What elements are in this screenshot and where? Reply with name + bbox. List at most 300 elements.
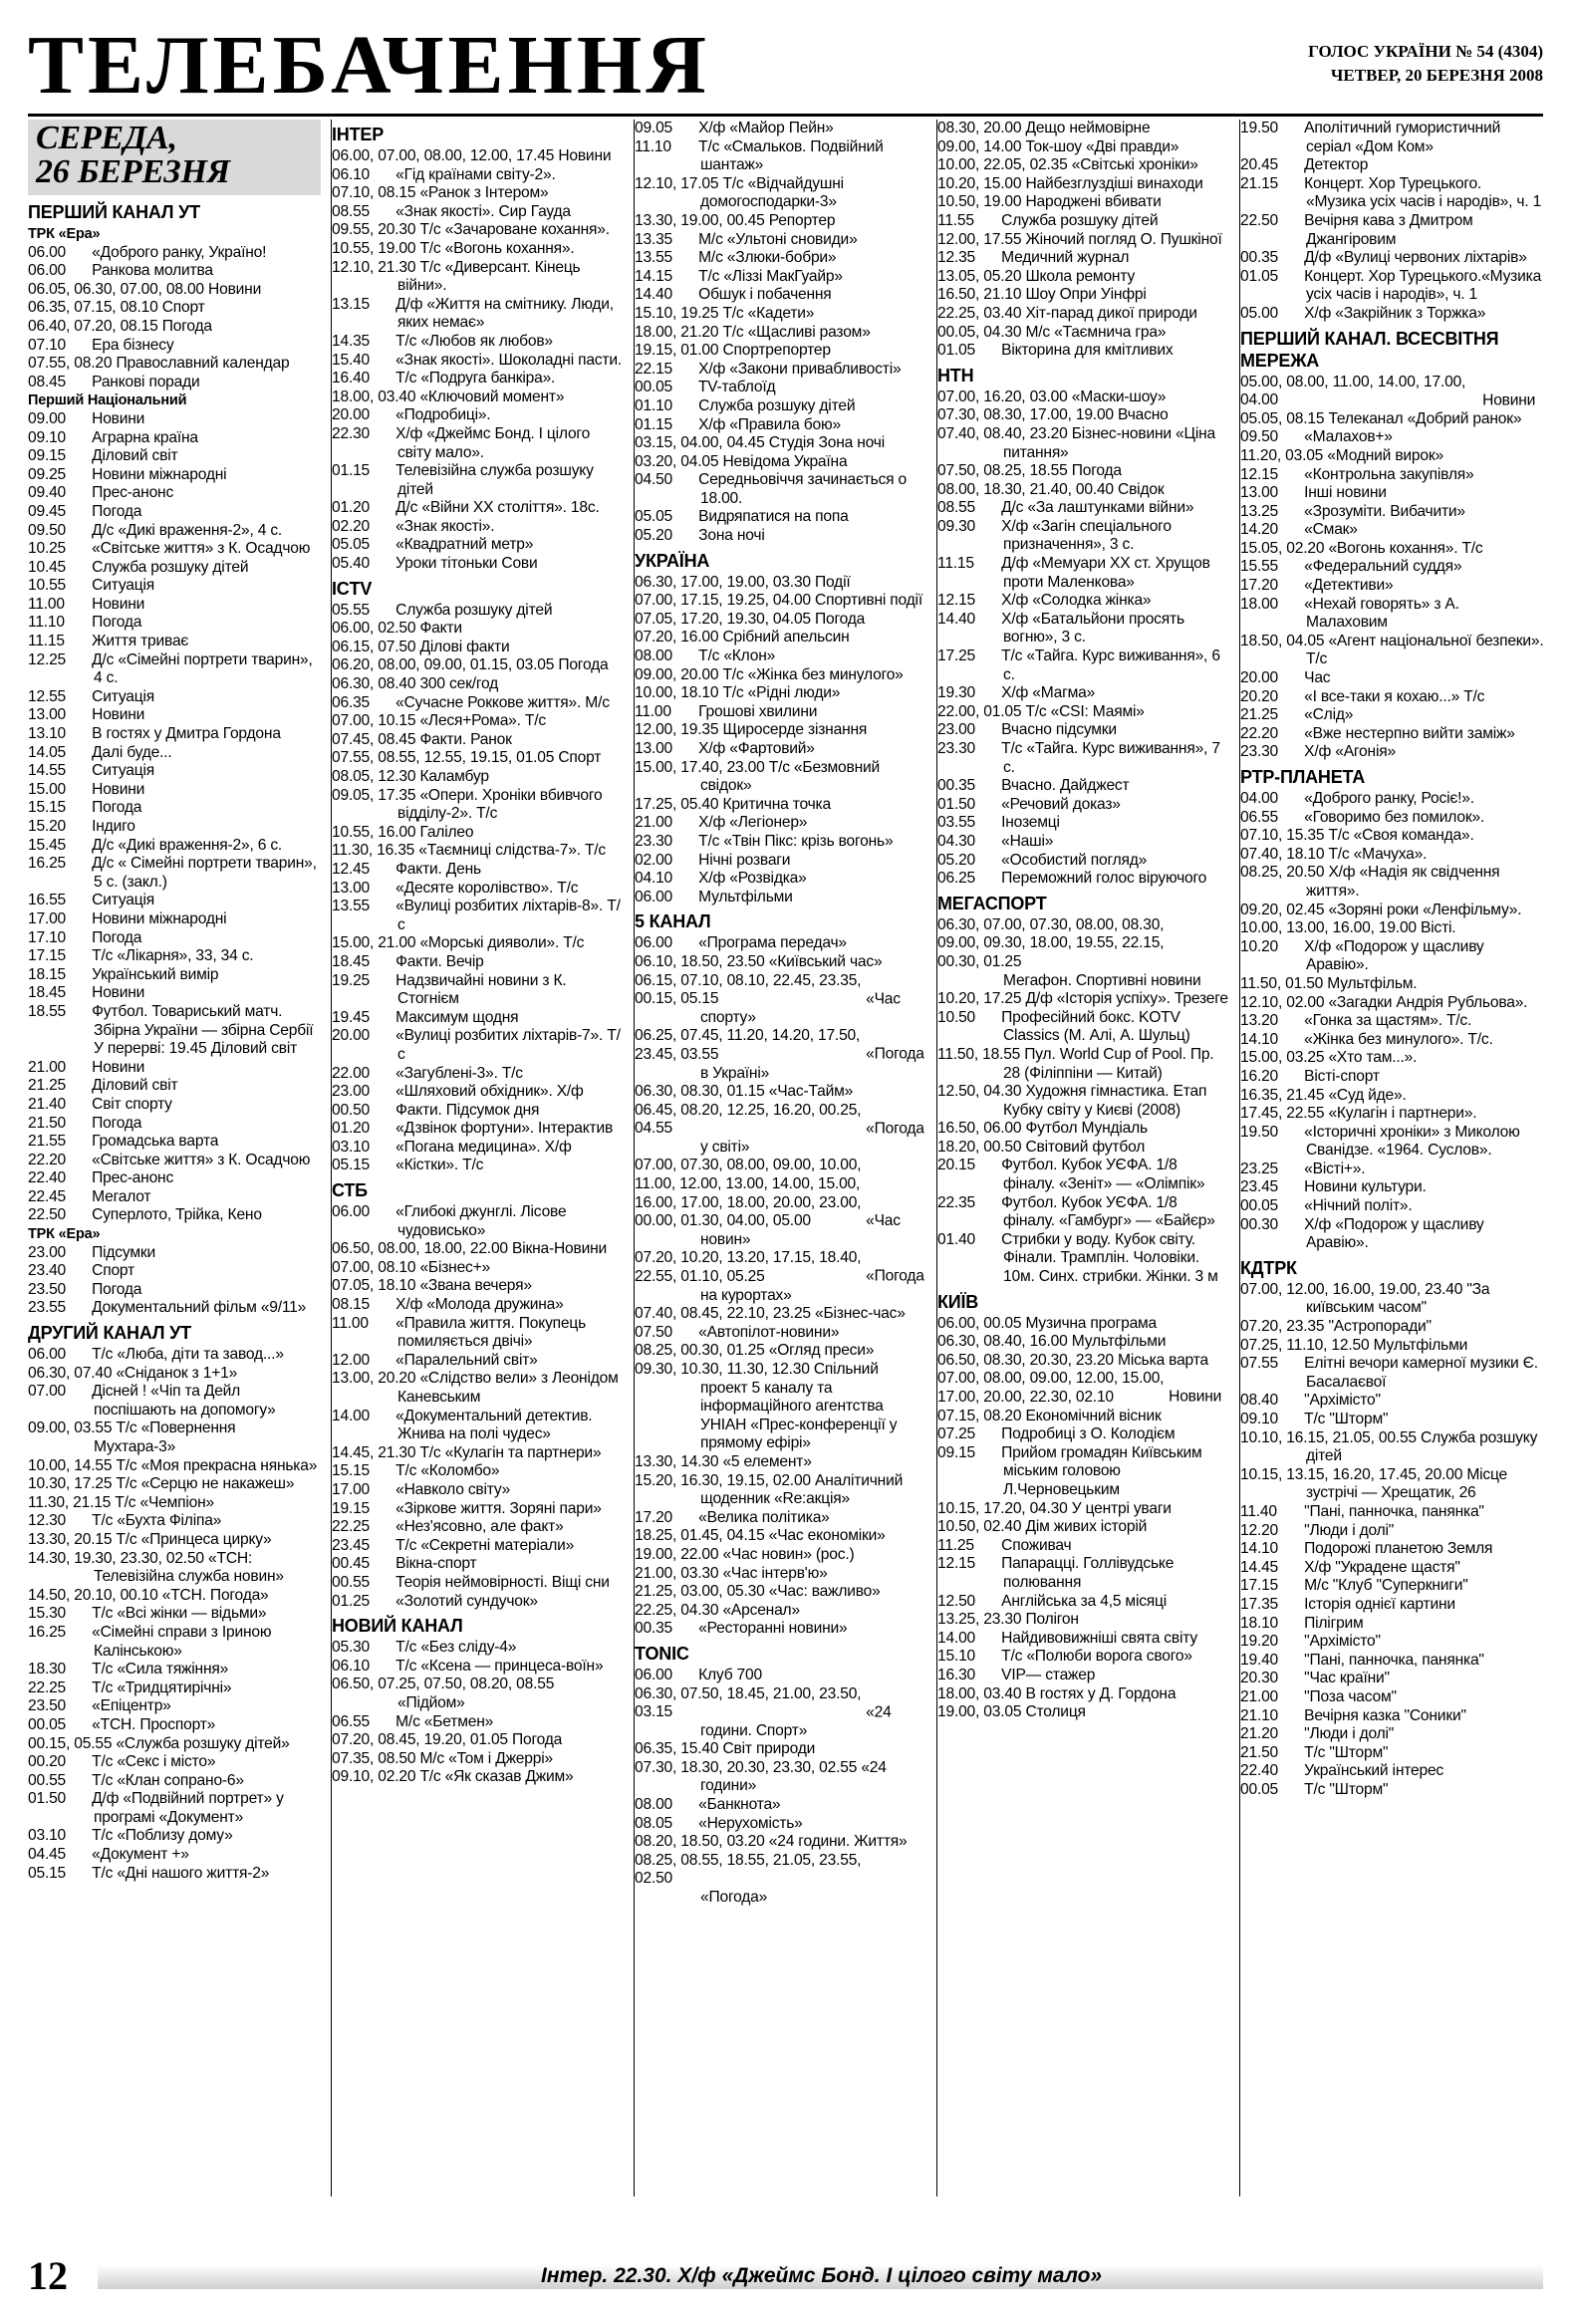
- schedule-entry: [1240, 1615, 1544, 1634]
- entry-program: «Вулиці розбитих ліхтарів-7». Т/с: [395, 1027, 621, 1063]
- entry-time: 12.15: [1240, 465, 1279, 483]
- entry-program: «Час новин» (рос.): [722, 1545, 855, 1563]
- entry-program: Найдивовижніші свята світу: [1001, 1629, 1197, 1647]
- schedule-entry: [28, 1262, 321, 1281]
- entry-time: 03.15, 04.00, 04.45: [635, 434, 765, 452]
- entry-program: Дещо неймовірне: [1025, 120, 1151, 136]
- entry-program: Х/ф «Закрійник з Торжка»: [1304, 304, 1486, 322]
- entry-time: 18.15: [28, 965, 67, 983]
- entry-program: Факти. Ранок: [419, 730, 512, 748]
- entry-program: «Агент національної безпеки». Т/с: [1306, 632, 1544, 668]
- entry-program: «Слідство вели» з Леонідом Каневським: [397, 1370, 619, 1406]
- schedule-entry: [332, 749, 625, 768]
- entry-time: 19.15, 01.00: [635, 342, 719, 360]
- schedule-entry: [1240, 1105, 1544, 1124]
- schedule-entry: [635, 1027, 927, 1083]
- schedule-entry: [937, 852, 1230, 871]
- schedule-entry: [332, 1408, 625, 1444]
- schedule-entry: [28, 892, 321, 910]
- channel-heading: ПЕРШИЙ КАНАЛ. ВСЕСВІТНЯ МЕРЕЖА: [1240, 328, 1499, 371]
- schedule-entry: [635, 1602, 927, 1621]
- schedule-entry: [635, 1620, 927, 1639]
- schedule-entry: [28, 762, 321, 781]
- schedule-entry: [28, 355, 321, 374]
- entry-program: Погода: [512, 1731, 563, 1749]
- schedule-entry: [28, 244, 321, 263]
- entry-time: 21.50: [1240, 1743, 1279, 1761]
- schedule-entry: [1240, 1503, 1544, 1522]
- schedule-entry: [28, 818, 321, 837]
- schedule-entry: [635, 592, 927, 611]
- entry-program: Прийом громадян Київським міським головою Л.Черновецьким: [1001, 1443, 1202, 1498]
- schedule-entry: [635, 1083, 927, 1102]
- entry-program: «Нехай говорять» з А. Малаховим: [1304, 595, 1459, 632]
- entry-program: Т/с «Тридцятирічні»: [92, 1678, 232, 1696]
- entry-time: 14.50, 20.10, 00.10: [28, 1586, 158, 1604]
- entry-program: Погода: [161, 317, 212, 335]
- schedule-entry: [937, 518, 1230, 555]
- entry-time: 12.10, 17.05: [635, 174, 719, 192]
- schedule-entry: [1240, 1652, 1544, 1671]
- entry-time: 23.30: [1240, 743, 1279, 761]
- entry-program: Погода: [92, 1114, 142, 1132]
- schedule-entry: [1240, 1318, 1544, 1337]
- entry-time: 23.50: [28, 1280, 67, 1298]
- schedule-entry: [28, 299, 321, 318]
- schedule-entry: [1240, 846, 1544, 865]
- entry-program: Місце зустрічі — Хрещатик, 26: [1306, 1465, 1507, 1502]
- entry-time: 07.40, 18.10: [1240, 845, 1325, 863]
- entry-time: 01.20: [332, 499, 371, 517]
- entry-program: Діловий світ: [92, 1077, 178, 1095]
- schedule-entry: [635, 934, 927, 953]
- entry-program: «Час економіки»: [768, 1527, 886, 1545]
- entry-time: 07.00, 07.30, 08.00, 09.00, 10.00, 11.00, 12.00, 13.00, 14.00, 15.00, 16.00, 17.00, 18.00, 20.00, 23.00, 00.00, 01.30, 04.00, 05.00: [635, 1157, 862, 1230]
- entry-program: Бізнес-новини «Ціна питання»: [1003, 424, 1215, 461]
- entry-program: Новини: [92, 780, 145, 798]
- entry-program: «Знак якості».: [395, 517, 495, 535]
- entry-program: «Леся+Рома». Т/с: [419, 712, 546, 730]
- channel-heading: ПЕРШИЙ КАНАЛ УТ: [28, 202, 200, 222]
- entry-program: Вечірня кава з Дмитром Джангіровим: [1304, 211, 1473, 248]
- entry-time: 13.30, 19.00, 00.45: [635, 211, 765, 229]
- entry-program: Футбол. Товариський матч. Збірна України — збірна Сербії У перерві: 19.45 Діловий світ: [92, 1002, 314, 1058]
- entry-time: 20.30: [1240, 1670, 1279, 1687]
- entry-program: Зона ночі: [698, 527, 765, 545]
- entry-time: 23.00: [332, 1083, 371, 1101]
- schedule-entry: [1240, 1725, 1544, 1744]
- entry-program: "Архімісто": [1304, 1392, 1381, 1410]
- schedule-entry: [28, 1624, 321, 1661]
- entry-time: 14.40: [937, 610, 976, 628]
- entry-time: 17.15: [1240, 1577, 1279, 1595]
- schedule-entry: [28, 559, 321, 578]
- entry-time: 09.45: [28, 502, 67, 520]
- entry-time: 05.20: [937, 851, 976, 869]
- entry-program: «Час спорту»: [700, 990, 901, 1026]
- entry-program: «Ключовий момент»: [419, 387, 565, 405]
- entry-time: 01.15: [635, 415, 673, 433]
- entry-program: Ділові факти: [419, 638, 510, 655]
- entry-program: «Жінка без минулого». Т/с.: [1304, 1030, 1493, 1048]
- schedule-entry: [635, 1102, 927, 1158]
- entry-time: 06.30, 08.40: [332, 675, 416, 693]
- schedule-entry: [635, 1759, 927, 1796]
- entry-time: 09.05: [635, 120, 673, 136]
- schedule-entry: [635, 814, 927, 833]
- schedule-entry: [332, 1027, 625, 1064]
- schedule-entry: [28, 1346, 321, 1365]
- entry-time: 23.00: [28, 1243, 67, 1261]
- schedule-entry: [937, 703, 1230, 722]
- schedule-entry: [635, 379, 927, 397]
- schedule-entry: [28, 1365, 321, 1384]
- entry-program: Ситуація: [92, 577, 154, 595]
- entry-time: 16.40: [332, 370, 371, 387]
- entry-time: 11.10: [28, 614, 65, 632]
- entry-time: 14.30, 19.30, 23.30, 02.50: [28, 1549, 204, 1567]
- schedule-entry: [937, 555, 1230, 592]
- entry-time: 22.20: [28, 1151, 67, 1168]
- entry-program: Школа ремонту: [1025, 267, 1136, 285]
- entry-time: 11.15: [937, 555, 974, 573]
- schedule-entry: [1240, 790, 1544, 809]
- schedule-entry: [937, 1194, 1230, 1231]
- entry-program: Т/с «Моя прекрасна нянька»: [116, 1456, 318, 1474]
- entry-program: Погода: [92, 799, 142, 817]
- entry-time: 11.20, 03.05: [1240, 446, 1324, 464]
- entry-program: Теорія неймовірності. Віщі сни: [395, 1573, 610, 1591]
- schedule-entry: [28, 1790, 321, 1827]
- entry-time: 13.05, 05.20: [937, 267, 1022, 285]
- entry-time: 06.10: [332, 165, 371, 183]
- entry-time: 05.05: [635, 508, 673, 526]
- schedule-entry: [28, 318, 321, 337]
- entry-program: Т/с «Щасливі разом»: [722, 323, 871, 341]
- entry-program: «Особистий погляд»: [1001, 851, 1148, 869]
- entry-program: Ранкова молитва: [92, 262, 213, 280]
- entry-program: Громадська варта: [92, 1133, 219, 1151]
- entry-program: Надзвичайні новини з К. Стогнієм: [395, 971, 567, 1008]
- entry-time: 08.25, 08.55, 18.55, 21.05, 23.55, 02.50: [635, 1851, 862, 1888]
- entry-time: 05.30: [332, 1639, 371, 1657]
- schedule-entry: [332, 1462, 625, 1481]
- schedule-entry: [635, 1249, 927, 1305]
- entry-time: 10.55: [28, 577, 67, 595]
- entry-program: Т/с «Диверсант. Кінець війни».: [397, 258, 581, 295]
- entry-time: 05.00, 08.00, 11.00, 14.00, 17.00, 04.00: [1240, 373, 1466, 409]
- entry-time: 15.00, 17.40, 23.00: [635, 758, 765, 776]
- entry-program: Підсумки: [92, 1243, 155, 1261]
- entry-time: 01.10: [635, 396, 673, 414]
- entry-program: Футбол. Кубок УЄФА. 1/8 фіналу. «Гамбург» — «Байєр»: [1001, 1193, 1215, 1230]
- entry-program: «Ресторанні новини»: [698, 1620, 848, 1638]
- entry-program: Мультфільми: [1373, 1336, 1468, 1354]
- entry-program: М/с «Таємнича гра»: [1025, 323, 1167, 341]
- schedule-entry: [635, 1583, 927, 1602]
- entry-program: Х/ф «Подорож у щасливу Аравію».: [1304, 937, 1484, 974]
- entry-time: 05.00: [1240, 304, 1279, 322]
- entry-time: 07.30, 18.30, 20.30, 23.30, 02.55: [635, 1758, 858, 1776]
- entry-time: 07.10, 15.35: [1240, 827, 1325, 845]
- entry-program: Т/с «Відчайдушні домогосподарки-3»: [700, 174, 844, 211]
- entry-time: 19.30: [937, 684, 976, 702]
- entry-program: Новини культури.: [1304, 1178, 1427, 1196]
- entry-program: Х/ф «Агонія»: [1304, 743, 1396, 761]
- entry-time: 15.00: [28, 780, 67, 798]
- entry-time: 12.35: [937, 249, 976, 267]
- entry-time: 13.25: [1240, 502, 1279, 520]
- schedule-entry: [28, 1152, 321, 1170]
- schedule-entry: [332, 1676, 625, 1712]
- entry-program: Шоу Опри Уінфрі: [1025, 286, 1147, 304]
- schedule-entry: [332, 694, 625, 713]
- entry-time: 04.45: [28, 1846, 67, 1864]
- entry-time: 00.45: [332, 1555, 371, 1573]
- entry-program: Д/с «Сімейні портрети тварин», 4 с.: [92, 650, 313, 687]
- channel-subheading: ТРК «Ера»: [28, 226, 101, 242]
- entry-time: 03.55: [937, 814, 976, 832]
- entry-time: 19.25: [332, 971, 371, 989]
- entry-program: "Люди і долі": [1304, 1725, 1395, 1743]
- schedule-entry: [332, 499, 625, 518]
- entry-program: «ТСН. Погода»: [161, 1586, 269, 1604]
- entry-program: 300 сек/год: [419, 675, 499, 693]
- schedule-entry: [635, 1361, 927, 1453]
- schedule-entry: [28, 503, 321, 522]
- schedule-entry: [332, 1203, 625, 1240]
- entry-program: Т/с «Всі жінки — відьми»: [92, 1605, 267, 1623]
- entry-program: «Підйом»: [397, 1693, 465, 1711]
- entry-program: Погода: [815, 610, 866, 628]
- schedule-entry: [28, 1115, 321, 1134]
- entry-time: 19.15: [332, 1499, 371, 1517]
- schedule-entry: [635, 175, 927, 212]
- entry-program: Суперлото, Трійка, Кено: [92, 1206, 262, 1224]
- schedule-entry: [635, 1740, 927, 1759]
- entry-program: Стрибки у воду. Кубок світу. Фінали. Трамплін. Чоловіки. 10м. Синх. стрибки. Жінки. 3 м: [1001, 1230, 1218, 1286]
- entry-program: Столиця: [1025, 1703, 1086, 1721]
- schedule-entry: [28, 1077, 321, 1096]
- entry-time: 14.55: [28, 762, 67, 780]
- entry-program: Аполітичний гумористичний серіал «Дом Ком»: [1304, 120, 1501, 155]
- schedule-entry: [1240, 1392, 1544, 1411]
- entry-time: 22.25, 04.30: [635, 1601, 719, 1619]
- schedule-entry: [937, 647, 1230, 684]
- entry-time: 23.45: [332, 1536, 371, 1554]
- schedule-entry: [1240, 577, 1544, 596]
- schedule-entry: [937, 796, 1230, 815]
- entry-program: «5 елемент»: [722, 1452, 812, 1470]
- entry-program: «Нез'ясовно, але факт»: [395, 1518, 564, 1536]
- entry-program: Х/ф «Молода дружина»: [395, 1296, 564, 1314]
- entry-time: 15.55: [1240, 558, 1279, 576]
- entry-time: 00.50: [332, 1101, 371, 1119]
- schedule-entry: [635, 972, 927, 1028]
- schedule-entry: [28, 1587, 321, 1606]
- entry-time: 12.25: [28, 650, 67, 668]
- entry-program: «Морські дияволи». Т/с: [419, 934, 585, 952]
- entry-program: Т/с «Вогонь кохання».: [419, 239, 575, 257]
- entry-program: «Федеральний суддя»: [1304, 558, 1462, 576]
- entry-time: 03.10: [332, 1138, 371, 1156]
- entry-time: 01.50: [28, 1790, 67, 1808]
- entry-time: 07.50, 08.25, 18.55: [937, 462, 1068, 480]
- schedule-entry: [1240, 725, 1544, 744]
- entry-program: "Архімісто": [1304, 1633, 1381, 1651]
- masthead: [28, 16, 1543, 116]
- entry-program: Погода: [92, 928, 142, 946]
- entry-time: 12.15: [937, 1555, 976, 1573]
- entry-program: Детектор: [1304, 156, 1369, 174]
- entry-time: 10.25: [28, 540, 67, 558]
- entry-time: 09.15: [28, 447, 67, 465]
- schedule-entry: [28, 1661, 321, 1679]
- entry-time: 01.05: [937, 342, 976, 360]
- schedule-entry: [28, 1605, 321, 1624]
- entry-time: 13.00: [1240, 484, 1279, 502]
- entry-program: Світ природи: [722, 1740, 816, 1758]
- entry-time: 06.30, 07.50, 18.45, 21.00, 23.50, 03.15: [635, 1684, 862, 1721]
- entry-time: 11.25: [937, 1536, 974, 1554]
- entry-program: Т/с «Повернення Мухтара-3»: [94, 1420, 236, 1455]
- schedule-entry: [1240, 374, 1544, 410]
- entry-program: «Час новин»: [700, 1212, 901, 1248]
- entry-program: «Гонка за щастям». Т/с.: [1304, 1012, 1472, 1030]
- schedule-entry: [1240, 249, 1544, 268]
- schedule-entry: [937, 740, 1230, 777]
- schedule-entry: [332, 1315, 625, 1352]
- entry-program: «Детективи»: [1304, 577, 1394, 595]
- entry-program: Т/с «Бухта Філіпа»: [92, 1512, 222, 1530]
- entry-time: 12.10, 21.30: [332, 258, 416, 276]
- entry-time: 04.00: [1240, 790, 1279, 807]
- entry-time: 12.00, 17.55: [937, 230, 1022, 248]
- schedule-entry: [28, 1188, 321, 1207]
- schedule-entry: [332, 639, 625, 657]
- schedule-entry: [635, 1796, 927, 1815]
- entry-time: 06.35, 15.40: [635, 1740, 719, 1758]
- entry-time: 05.15: [28, 1864, 67, 1882]
- entry-time: 05.05: [332, 536, 371, 554]
- schedule-entry: [1240, 447, 1544, 466]
- schedule-entry: [332, 1768, 625, 1787]
- entry-time: 22.00: [332, 1064, 371, 1082]
- entry-time: 07.05, 17.20, 19.30, 04.05: [635, 610, 811, 628]
- schedule-entry: [332, 1731, 625, 1750]
- schedule-entry: [332, 518, 625, 537]
- entry-time: 06.40, 07.20, 08.15: [28, 317, 158, 335]
- entry-program: Спортивні події: [815, 592, 922, 610]
- entry-time: 11.00: [332, 1314, 369, 1332]
- schedule-entry: [28, 1383, 321, 1420]
- schedule-entry: [937, 268, 1230, 287]
- schedule-entry: [1240, 938, 1544, 975]
- entry-program: Т/с «Без сліду-4»: [395, 1639, 517, 1657]
- entry-program: Д/ф «Історія успіху». Трезеге: [1025, 990, 1228, 1008]
- entry-program: Д/с «Дикі враження-2», 4 с.: [92, 521, 283, 539]
- entry-time: 18.25, 01.45, 04.15: [635, 1527, 765, 1545]
- entry-time: 23.55: [28, 1299, 67, 1317]
- entry-program: «Доброго ранку, Росіє!».: [1304, 790, 1474, 807]
- schedule-entry: [332, 370, 625, 388]
- entry-time: 10.10, 16.15, 21.05, 00.55: [1240, 1428, 1417, 1446]
- entry-program: Новини: [92, 595, 145, 613]
- entry-time: 06.20, 08.00, 09.00, 01.15, 03.05: [332, 656, 555, 674]
- entry-program: Аграрна країна: [92, 428, 198, 446]
- entry-time: 06.25: [937, 870, 976, 888]
- entry-program: Грошові хвилини: [698, 702, 818, 720]
- schedule-entry: [635, 1472, 927, 1509]
- schedule-entry: [28, 410, 321, 429]
- schedule-entry: [1240, 1707, 1544, 1726]
- schedule-entry: [332, 1518, 625, 1537]
- schedule-entry: [635, 1324, 927, 1343]
- entry-time: 06.30, 07.40: [28, 1364, 113, 1382]
- schedule-entry: [28, 781, 321, 800]
- entry-program: Мультфільм.: [1327, 974, 1418, 992]
- schedule-entry: [332, 1574, 625, 1593]
- entry-program: Видряпатися на попа: [698, 508, 849, 526]
- entry-program: Т/с «Подруга банкіра».: [395, 370, 556, 387]
- entry-time: 11.15: [28, 633, 65, 650]
- column-1: [28, 120, 321, 2196]
- entry-time: 20.00: [332, 406, 371, 424]
- entry-program: «Нічний політ».: [1304, 1197, 1413, 1215]
- schedule-entry: [937, 814, 1230, 833]
- schedule-entry: [937, 1667, 1230, 1685]
- entry-time: 07.00, 08.00, 09.00, 12.00, 15.00, 17.00, 20.00, 22.30, 02.10: [937, 1370, 1165, 1406]
- schedule-entry: [635, 1667, 927, 1685]
- schedule-entry: [28, 1550, 321, 1587]
- entry-program: Т/с «Серцю не накажеш»: [116, 1475, 295, 1493]
- schedule-entry: [635, 249, 927, 268]
- entry-time: 10.55, 16.00: [332, 823, 416, 841]
- entry-program: Д/с « Сімейні портрети тварин», 5 с. (закл.): [92, 855, 317, 891]
- entry-program: Вчасно підсумки: [1001, 721, 1117, 739]
- schedule-entry: [937, 286, 1230, 305]
- entry-program: «Суд йде».: [1328, 1086, 1407, 1104]
- entry-time: 21.15: [1240, 174, 1279, 192]
- entry-program: Т/с «Ксена — принцеса-воїн»: [395, 1657, 604, 1675]
- schedule-entry: [937, 1370, 1230, 1407]
- entry-program: Вісті-спорт: [1304, 1067, 1380, 1085]
- entry-program: «Бізнес-час»: [815, 1305, 906, 1323]
- schedule-entry: [332, 824, 625, 843]
- entry-time: 07.00, 10.15: [332, 712, 416, 730]
- schedule-entry: [332, 620, 625, 639]
- schedule-entry: [332, 1083, 625, 1102]
- schedule-entry: [937, 305, 1230, 324]
- schedule-entry: [635, 703, 927, 722]
- schedule-entry: [332, 1102, 625, 1121]
- entry-time: 18.50, 04.05: [1240, 632, 1325, 649]
- schedule-entry: [28, 262, 321, 281]
- entry-program: "Астропоради": [1328, 1318, 1432, 1336]
- schedule-entry: [635, 527, 927, 546]
- schedule-entry: [937, 342, 1230, 361]
- entry-time: 00.05: [28, 1715, 67, 1733]
- schedule-entry: [937, 231, 1230, 250]
- footer-highlight: Інтер. 22.30. Х/ф «Джеймс Бонд. І цілого світу мало»: [541, 2264, 1103, 2287]
- schedule-entry: [28, 540, 321, 559]
- schedule-entry: [1240, 410, 1544, 429]
- entry-time: 21.20: [1240, 1725, 1279, 1743]
- entry-program: Х/ф «Фартовий»: [698, 740, 815, 757]
- entry-time: 09.30, 10.30, 11.30, 12.30: [635, 1361, 810, 1378]
- entry-time: 11.30, 21.15: [28, 1493, 112, 1511]
- entry-time: 21.00: [1240, 1687, 1279, 1705]
